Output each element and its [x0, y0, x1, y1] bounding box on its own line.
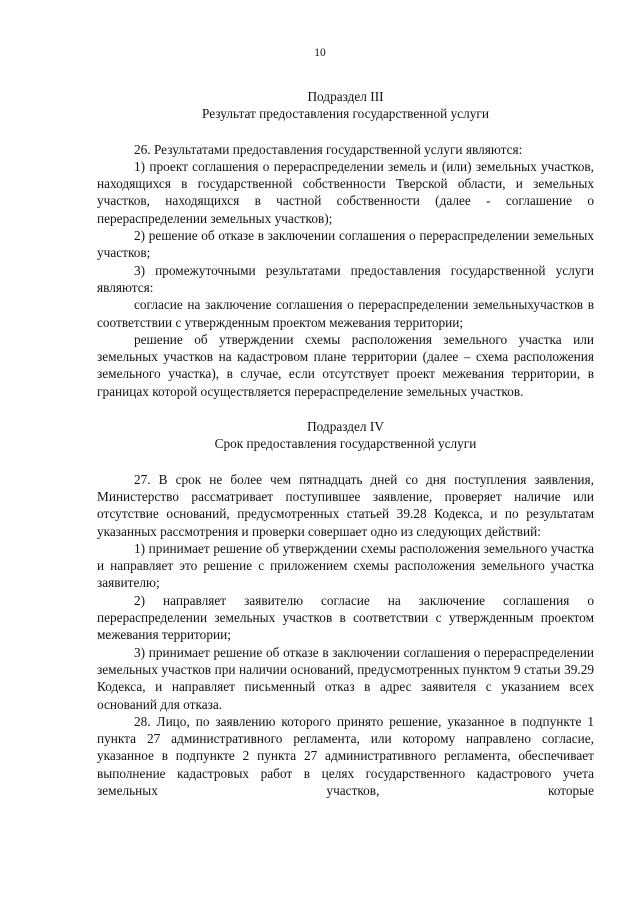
section-subtitle: Результат предоставления государственной услуги: [202, 106, 489, 122]
section-subtitle: Срок предоставления государственной услуги: [214, 436, 477, 452]
paragraph: 3) принимает решение об отказе в заключении соглашения о перераспределении земельных участков при наличии оснований, предусмотренных пунктом 9 статьи 39.29 Кодекса, и направляет письменный отказ в адрес заявителя с указанием всех оснований для отказа.: [97, 644, 594, 712]
paragraph: 27. В срок не более чем пятнадцать дней со дня поступления заявления, Министерство рассматривает поступившее заявление, проверяет наличие или отсутствие оснований, предусмотренных статьей 39.28 Кодекса, и по результатам указанных рассмотрения и проверки совершает одно из следующих действий:: [97, 471, 594, 539]
paragraph: 2) направляет заявителю согласие на заключение соглашения о перераспределении земельных участков в соответствии с утвержденным проектом межевания территории;: [97, 592, 594, 643]
section-3: [97, 88, 594, 400]
paragraph: 1) проект соглашения о перераспределении земель и (или) земельных участков, находящихся в государственной собственности Тверской области, и земельных участков, находящихся в частной собственности (далее - соглашение о перераспределении земельных участков);: [97, 158, 594, 226]
section-title: Подраздел IV: [307, 419, 384, 435]
section-4: [97, 418, 594, 799]
paragraph: 26. Результатами предоставления государственной услуги являются:: [134, 141, 523, 157]
document-body: [97, 88, 594, 799]
paragraph: 1) принимает решение об утверждении схемы расположения земельного участка и направляет это решение с приложением схемы расположения земельного участка заявителю;: [97, 540, 594, 591]
paragraph: 2) решение об отказе в заключении соглашения о перераспределении земельных участков;: [97, 228, 594, 261]
paragraph: 3) промежуточными результатами предоставления государственной услуги являются:: [97, 262, 594, 295]
paragraph: согласие на заключение соглашения о перераспределении земельныхучастков в соответствии с утвержденным проектом межевания территории;: [97, 297, 594, 330]
paragraph: 28. Лицо, по заявлению которого принято решение, указанное в подпункте 1 пункта 27 административного регламента, или которому направлено согласие, указанное в подпункте 2 пункта 27 административного регламента, обеспечивает выполнение кадастровых работ в целях государственного кадастрового учета земельных участков, которые: [97, 713, 594, 798]
section-title: Подраздел III: [307, 89, 384, 104]
paragraph: решение об утверждении схемы расположения земельного участка или земельных участков на кадастровом плане территории (далее – схема расположения земельного участка), в случае, если отсутствует проект межевания территории, в границах которой осуществляется перераспределение земельных участков.: [97, 331, 594, 399]
page-number: 10: [314, 47, 326, 59]
